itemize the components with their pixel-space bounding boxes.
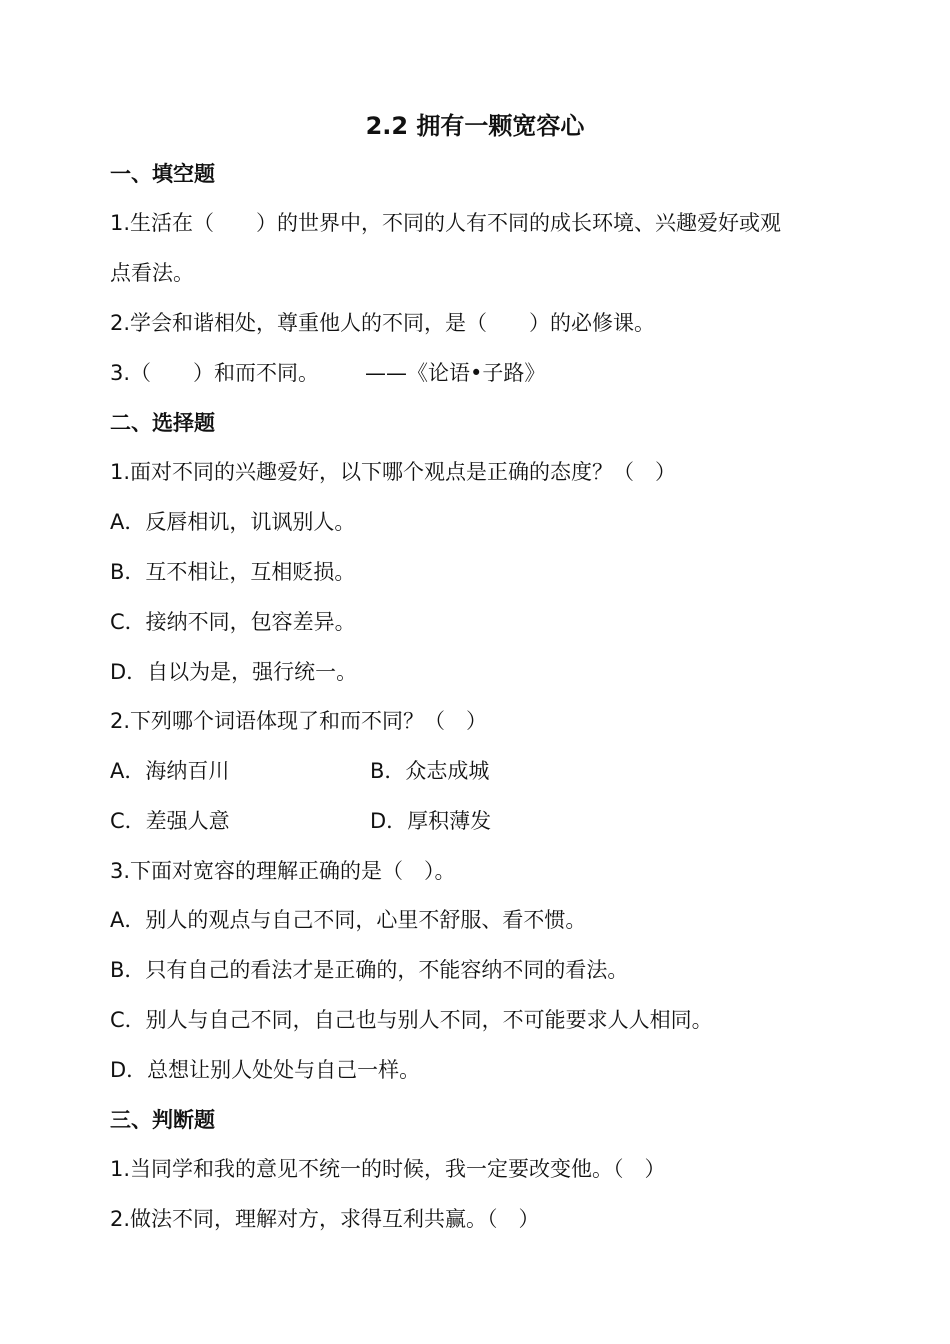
fill-blank-q1-line1: 1.生活在（ ）的世界中，不同的人有不同的成长环境、兴趣爱好或观 xyxy=(110,211,782,235)
choice-q3-option-c: C．别人与自己不同，自己也与别人不同，不可能要求人人相同。 xyxy=(110,1008,713,1032)
choice-q2-option-d: D．厚积薄发 xyxy=(370,809,492,833)
choice-q1-option-a: A．反唇相讥，讥讽别人。 xyxy=(110,510,356,534)
choice-q2-option-b: B．众志成城 xyxy=(370,759,490,783)
true-false-q2: 2.做法不同，理解对方，求得互利共赢。（ ） xyxy=(110,1207,540,1231)
choice-q1-option-d: D．自以为是，强行统一。 xyxy=(110,660,358,684)
choice-q3-option-b: B．只有自己的看法才是正确的，不能容纳不同的看法。 xyxy=(110,958,629,982)
choice-q1-option-b: B．互不相让，互相贬损。 xyxy=(110,560,356,584)
choice-q1-option-c: C．接纳不同，包容差异。 xyxy=(110,610,356,634)
choice-q2-option-c: C．差强人意 xyxy=(110,809,230,833)
fill-blank-q3-source: ——《论语•子路》 xyxy=(365,361,546,385)
true-false-q1: 1.当同学和我的意见不统一的时候，我一定要改变他。（ ） xyxy=(110,1157,666,1181)
choice-q1-stem: 1.面对不同的兴趣爱好，以下哪个观点是正确的态度？（ ） xyxy=(110,460,677,484)
choice-q2-stem: 2.下列哪个词语体现了和而不同？（ ） xyxy=(110,709,488,733)
fill-blank-q2: 2.学会和谐相处，尊重他人的不同，是（ ）的必修课。 xyxy=(110,311,656,335)
section-heading-true-false: 三、判断题 xyxy=(110,1108,215,1132)
choice-q2-option-a: A．海纳百川 xyxy=(110,759,230,783)
fill-blank-q3-text: 3.（ ）和而不同。 xyxy=(110,361,320,385)
page-title: 2.2 拥有一颗宽容心 xyxy=(365,112,585,140)
choice-q3-option-a: A．别人的观点与自己不同，心里不舒服、看不惯。 xyxy=(110,908,587,932)
section-heading-choice: 二、选择题 xyxy=(110,411,215,435)
choice-q3-stem: 3.下面对宽容的理解正确的是（ ）。 xyxy=(110,859,456,883)
fill-blank-q3 xyxy=(110,358,545,388)
fill-blank-q1-line2: 点看法。 xyxy=(110,261,194,285)
choice-q3-option-d: D．总想让别人处处与自己一样。 xyxy=(110,1058,421,1082)
section-heading-fill-blank: 一、填空题 xyxy=(110,162,215,186)
